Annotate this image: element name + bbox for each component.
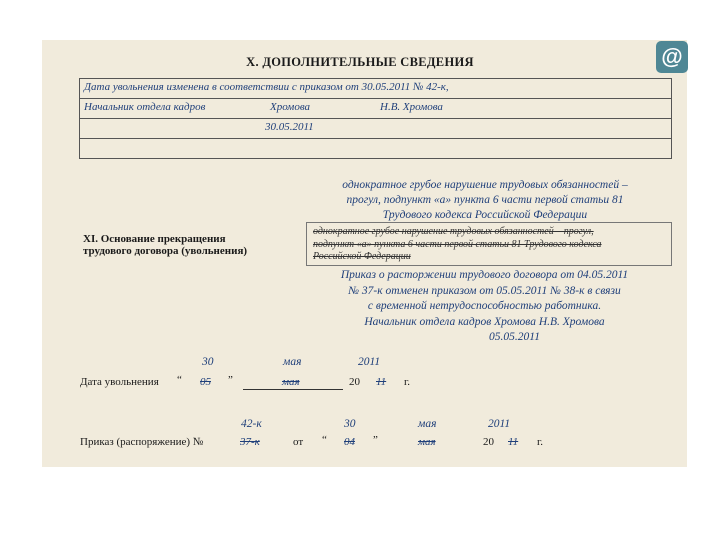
quote-open: “ [177, 374, 182, 386]
table-row [80, 139, 671, 158]
section-11-label [83, 233, 247, 257]
section-11-box [306, 222, 672, 266]
struck-basis-line: подпункт «а» пункта 6 части первой статьи 81 Трудового кодекса [313, 238, 602, 250]
new-basis-text [300, 178, 670, 223]
dismissal-date-label: Дата увольнения [80, 376, 159, 388]
cancel-note [312, 268, 657, 346]
cancel-note-line: Приказ о расторжении трудового договора от 04.05.2011 [340, 269, 629, 281]
logo-at-symbol: @ [661, 44, 683, 69]
table-row [80, 79, 671, 99]
entry-date: 30.05.2011 [265, 121, 314, 133]
hr-head-signature: Хромова [270, 101, 311, 113]
new-order-month: мая [418, 418, 437, 430]
year-suffix-label: г. [404, 376, 411, 388]
old-order-year-suffix: 11 [508, 436, 519, 448]
month-underline [243, 389, 343, 390]
hr-head-position: Начальник отдела кадров [84, 101, 206, 113]
new-dismissal-year: 2011 [358, 356, 381, 368]
new-basis-line: Трудового кодекса Российской Федерации [382, 209, 588, 221]
cancel-note-line: Начальник отдела кадров Хромова Н.В. Хромова [364, 315, 605, 328]
section-10-title: X. ДОПОЛНИТЕЛЬНЫЕ СВЕДЕНИЯ [246, 55, 474, 69]
section-11-label-line: трудового договора (увольнения) [83, 245, 248, 257]
new-basis-line: однократное грубое нарушение трудовых обязанностей – [342, 179, 628, 191]
old-order-number: 37-к [240, 436, 260, 448]
new-order-year: 2011 [488, 418, 511, 430]
hr-head-name: Н.В. Хромова [380, 101, 443, 113]
cancel-note-line: 05.05.2011 [489, 331, 540, 343]
date-change-note: Дата увольнения изменена в соответствии с приказом от 30.05.2011 № 42-к, [84, 81, 449, 93]
order-label: Приказ (распоряжение) № [80, 436, 204, 448]
table-row [80, 119, 671, 139]
section-11-label-line: XI. Основание прекращения [83, 233, 226, 245]
new-order-number: 42-к [241, 418, 262, 430]
year-prefix: 20 [349, 376, 360, 388]
struck-basis-line: однократное грубое нарушение трудовых обязанностей – прогул, [313, 226, 594, 237]
section-10-table [79, 78, 672, 159]
new-order-day: 30 [344, 418, 356, 430]
year-suffix-label: г. [537, 436, 544, 448]
cancel-note-line: с временной нетрудоспособностью работника. [367, 300, 602, 312]
table-row [80, 99, 671, 119]
struck-basis-line: Российской Федерации [313, 251, 411, 262]
quote-open: “ [322, 434, 327, 446]
new-dismissal-day: 30 [202, 356, 214, 368]
new-dismissal-month: мая [283, 356, 302, 368]
year-prefix: 20 [483, 436, 494, 448]
old-dismissal-month: мая [282, 376, 300, 388]
old-order-day: 04 [344, 436, 355, 448]
new-basis-line: прогул, подпункт «а» пункта 6 части первой статьи 81 [346, 194, 624, 206]
struck-basis-text [313, 226, 602, 264]
order-from-label: от [293, 436, 304, 448]
old-order-month: мая [418, 436, 436, 448]
old-dismissal-day: 05 [200, 376, 211, 388]
quote-close: ” [228, 374, 233, 386]
cancel-note-line: № 37-к отменен приказом от 05.05.2011 № 38-к в связи [348, 284, 621, 297]
quote-close: ” [373, 434, 378, 446]
old-dismissal-year-suffix: 11 [376, 376, 387, 388]
